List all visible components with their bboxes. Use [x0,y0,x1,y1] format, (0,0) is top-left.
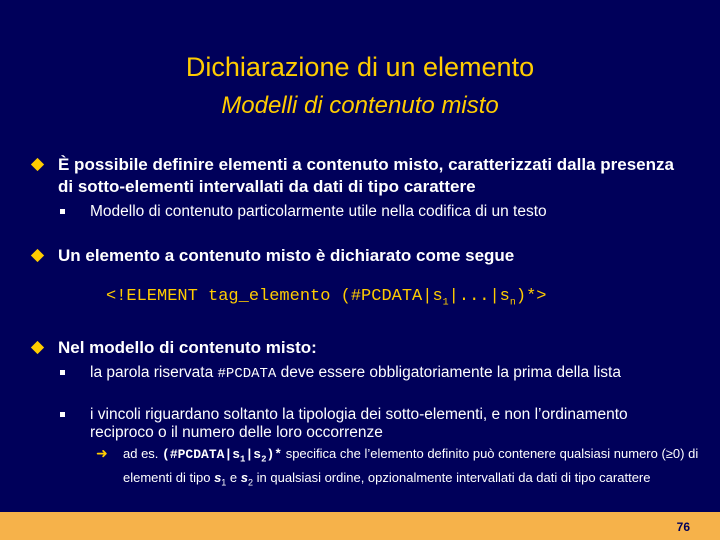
arrow-right-icon: ➜ [96,445,108,461]
bullet-2 [34,245,684,267]
footer-bar [0,512,720,540]
slide-title: Dichiarazione di un elemento [185,52,535,82]
bullet-2-text: Un elemento a contenuto misto è dichiarato come segue [58,246,515,265]
bullet-3-text: Nel modello di contenuto misto: [58,338,317,357]
square-bullet-icon [60,412,65,417]
square-bullet-icon [60,209,65,214]
bullet-1-subitem-text: Modello di contenuto particolarmente utile nella codifica di un testo [90,203,547,220]
diamond-bullet-icon [31,249,44,262]
misto-subitem-2-text: i vincoli riguardano soltanto la tipologia dei sotto-elementi, e non l’ordinamento reciproco o il numero delle loro occorrenze [90,406,628,441]
element-declaration-code: <!ELEMENT tag_elemento $(\#PCDATA|s_1|...|s_n)*>$ [106,287,547,309]
misto-example [96,445,706,491]
diamond-bullet-icon [31,341,44,354]
diamond-bullet-icon [31,158,44,171]
slide-subtitle: Modelli di contenuto misto [221,92,499,119]
bullet-1-text: È possibile definire elementi a contenuto misto, caratterizzati dalla presenza di sotto-elementi intervallati da dati di tipo carattere [58,155,674,196]
misto-subitem-1 [60,364,680,383]
bullet-1-subitem [60,203,680,221]
misto-example-text: ad es. $(\#PCDATA|s_1|s_2)*$ specifica che l’elemento definito può contenere qualsiasi numero (≥0) di elementi di tipo $s_1$ e $s_2$ in qualsiasi ordine, opzionalmente intervallati da dati di tipo carattere [123,446,699,488]
page-number: 76 [676,520,690,534]
misto-subitem-1-text: la parola riservata #PCDATA deve essere obbligatoriamente la prima della lista [90,364,621,382]
misto-subitem-2 [60,406,680,442]
bullet-3 [34,337,684,359]
square-bullet-icon [60,370,65,375]
bullet-1 [34,154,684,198]
